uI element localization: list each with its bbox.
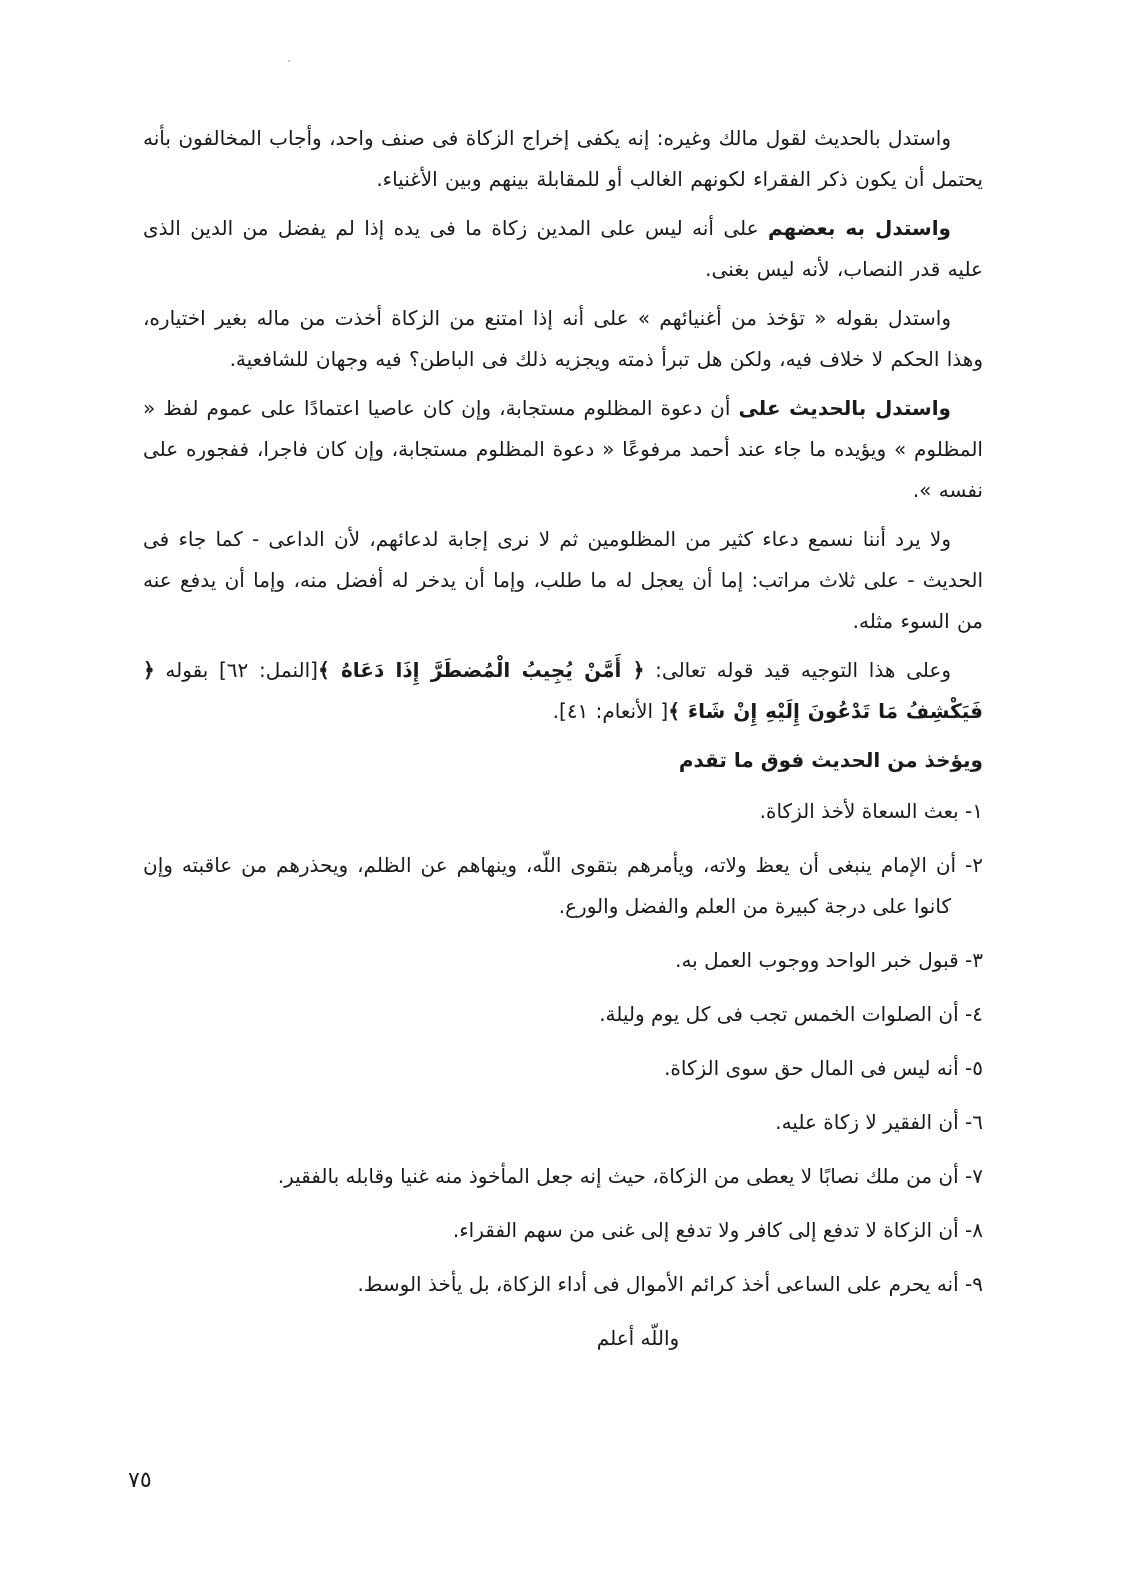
paragraph-6-text-a: وعلى هذا التوجيه قيد قوله تعالى:: [644, 658, 951, 682]
paragraph-2: [143, 208, 983, 290]
paragraph-3: واستدل بقوله « تؤخذ من أغنيائهم » على أنه إذا امتنع من الزكاة أخذت من ماله بغير اختياره، وهذا الحكم لا خلاف فيه، ولكن هل تبرأ ذمته ويجزيه ذلك فى الباطن؟ فيه وجهان للشافعية.: [143, 306, 983, 371]
list-item: ٧- أن من ملك نصابًا لا يعطى من الزكاة، حيث إنه جعل المأخوذ منه غنيا وقابله بالفقير.: [277, 1164, 983, 1188]
list-item: ٢- أن الإمام ينبغى أن يعظ ولاته، ويأمرهم بتقوى اللّه، وينهاهم عن الظلم، ويحذرهم من عاقبته وإن كانوا على درجة كبيرة من العلم والفضل والورع.: [143, 853, 983, 918]
quran-verse-2: ﴿ فَيَكْشِفُ مَا تَدْعُونَ إِلَيْهِ إِنْ شَاءَ ﴾: [143, 658, 983, 723]
list-item: ٥- أنه ليس فى المال حق سوى الزكاة.: [664, 1056, 983, 1080]
paragraph-6-text-c: [ الأنعام: ٤١].: [552, 699, 669, 723]
list-item: ٩- أنه يحرم على الساعى أخذ كرائم الأموال فى أداء الزكاة، بل يأخذ الوسط.: [357, 1272, 983, 1296]
page-number: ٧٥: [128, 1468, 152, 1493]
section-heading: ويؤخذ من الحديث فوق ما تقدم: [678, 748, 983, 772]
list-item: ٦- أن الفقير لا زكاة عليه.: [775, 1110, 983, 1134]
scan-speck: [288, 60, 290, 62]
list-item: ٨- أن الزكاة لا تدفع إلى كافر ولا تدفع إلى غنى من سهم الفقراء.: [452, 1218, 983, 1242]
closing-phrase: واللّه أعلم: [596, 1326, 680, 1350]
list-item: ٤- أن الصلوات الخمس تجب فى كل يوم وليلة.: [599, 1002, 983, 1026]
page-body: [143, 118, 983, 1359]
paragraph-2-lead: واستدل به بعضهم: [767, 216, 951, 240]
quran-verse-1: ﴿ أَمَّنْ يُجِيبُ الْمُضطَرَّ إِذَا دَعَاهُ ﴾: [317, 658, 645, 682]
paragraph-4-lead: واستدل بالحديث على: [738, 396, 951, 420]
paragraph-4: [143, 388, 983, 511]
benefits-list: [143, 791, 983, 1305]
list-item: ١- بعث السعاة لأخذ الزكاة.: [759, 799, 983, 823]
paragraph-4-text: أن دعوة المظلوم مستجابة، وإن كان عاصيا اعتمادًا على عموم لفظ « المظلوم » ويؤيده ما جاء عند أحمد مرفوعًا « دعوة المظلوم مستجابة، وإن كان فاجرا، ففجوره على نفسه ».: [143, 396, 983, 502]
paragraph-5: ولا يرد أننا نسمع دعاء كثير من المظلومين ثم لا نرى إجابة لدعائهم، لأن الداعى - كما جاء فى الحديث - على ثلاث مراتب: إما أن يعجل له ما طلب، وإما أن يدخر له أفضل منه، وإما أن يدفع عنه من السوء مثله.: [143, 527, 983, 633]
paragraph-2-text: على أنه ليس على المدين زكاة ما فى يده إذا لم يفضل من الدين الذى عليه قدر النصاب، لأنه ليس بغنى.: [143, 216, 983, 281]
list-item: ٣- قبول خبر الواحد ووجوب العمل به.: [675, 948, 983, 972]
paragraph-1: واستدل بالحديث لقول مالك وغيره: إنه يكفى إخراج الزكاة فى صنف واحد، وأجاب المخالفون بأنه يحتمل أن يكون ذكر الفقراء لكونهم الغالب أو للمقابلة بينهم وبين الأغنياء.: [143, 126, 983, 191]
paragraph-6: [143, 650, 983, 732]
paragraph-6-text-b: [النمل: ٦٢] بقوله: [154, 658, 318, 682]
